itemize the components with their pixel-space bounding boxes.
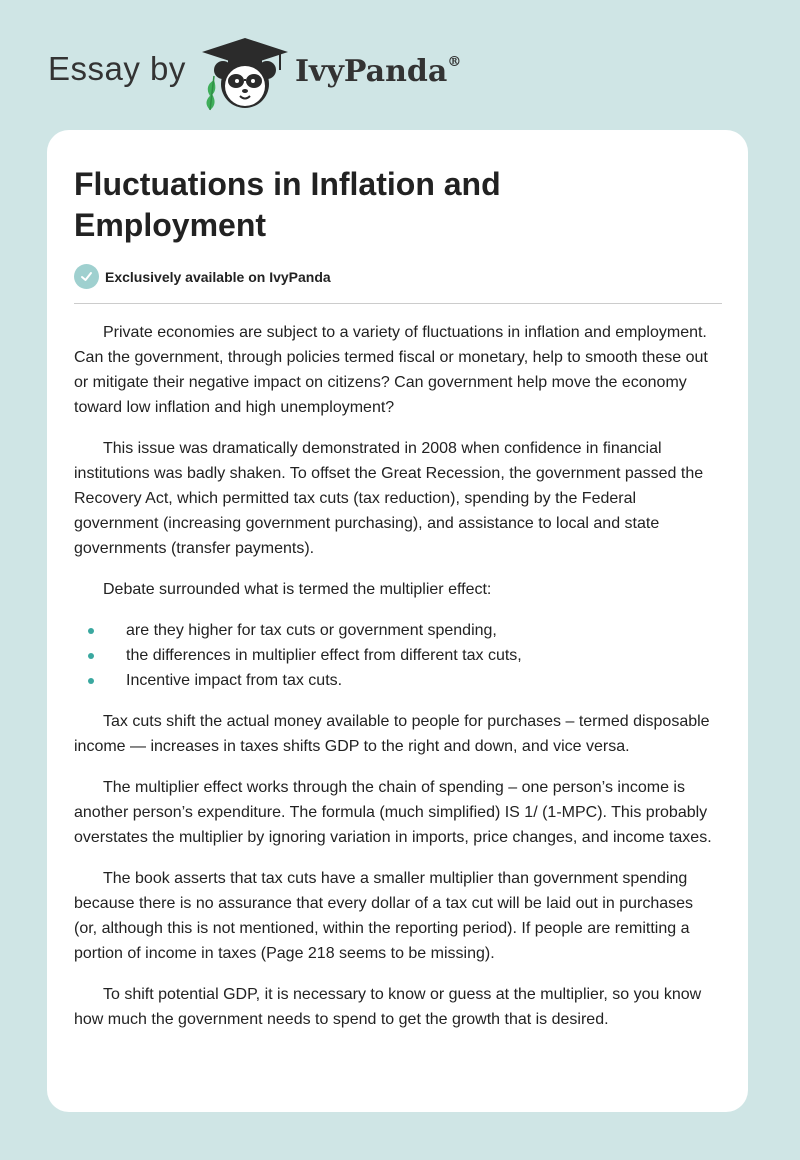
brand-name[interactable]: [295, 54, 461, 89]
paragraph: This issue was dramatically demonstrated in 2008 when confidence in financial institutions was badly shaken. To offset the Great Recession, the government passed the Recovery Act, which permitted tax cuts (tax reduction), spending by the Federal government (increasing government purchasing), and assistance to local and state governments (transfer payments).: [74, 440, 704, 557]
exclusive-badge: [74, 264, 331, 289]
bullet-icon: [88, 628, 94, 634]
multiplier-list: [74, 618, 714, 693]
paragraph: Debate surrounded what is termed the multiplier effect:: [103, 581, 492, 598]
site-header: [0, 0, 800, 130]
ivypanda-logo-icon[interactable]: [200, 36, 290, 112]
badge-label: Exclusively available on IvyPanda: [105, 268, 331, 285]
check-icon: [74, 264, 99, 289]
paragraph: Tax cuts shift the actual money available to people for purchases – termed disposable income — increases in taxes shifts GDP to the right and down, and vice versa.: [74, 713, 710, 755]
paragraph: The book asserts that tax cuts have a smaller multiplier than government spending because there is no assurance that every dollar of a tax cut will be laid out in purchases (or, although this is not mentioned, within the reporting period). If people are remitting a portion of income in taxes (Page 218 seems to be missing).: [74, 870, 694, 962]
essay-card: [47, 130, 748, 1112]
paragraph: Private economies are subject to a variety of fluctuations in inflation and employment. Can the government, through policies termed fiscal or monetary, help to smooth these out or mitigate their negative impact on citizens? Can government help move the economy toward low inflation and high unemployment?: [74, 324, 708, 416]
list-item-text: the differences in multiplier effect from different tax cuts,: [126, 647, 522, 664]
list-item: [74, 643, 714, 668]
divider: [74, 303, 722, 304]
bullet-icon: [88, 678, 94, 684]
paragraph: To shift potential GDP, it is necessary to know or guess at the multiplier, so you know how much the government needs to spend to get the growth that is desired.: [74, 986, 702, 1028]
list-item-text: Incentive impact from tax cuts.: [126, 672, 343, 689]
paragraph: The multiplier effect works through the chain of spending – one person’s income is another person’s expenditure. The formula (much simplified) IS 1/ (1-MPC). This probably overstates the multiplier by ignoring variation in imports, price changes, and income taxes.: [74, 779, 712, 846]
list-item: [74, 668, 714, 693]
essay-body: [74, 320, 714, 1048]
essay-by-label: Essay by: [48, 50, 186, 87]
brand-name-text: IvyPanda: [295, 54, 448, 89]
bullet-icon: [88, 653, 94, 659]
page-title: Fluctuations in Inflation and Employment: [74, 166, 501, 243]
registered-mark: ®: [447, 54, 462, 70]
list-item-text: are they higher for tax cuts or government spending,: [126, 622, 497, 639]
list-item: [74, 618, 714, 643]
